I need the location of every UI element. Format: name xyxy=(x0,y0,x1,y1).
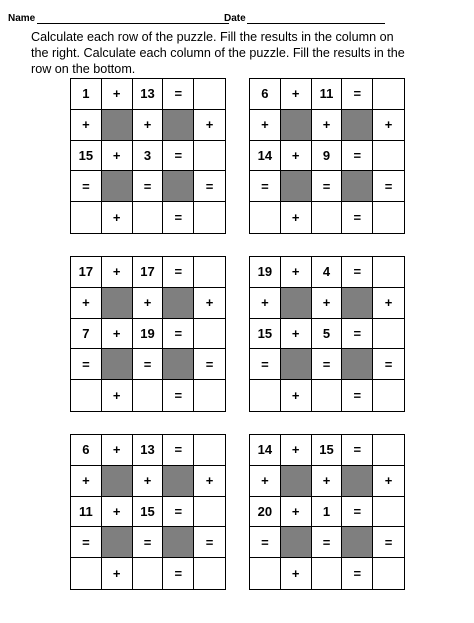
answer-input[interactable] xyxy=(71,558,101,589)
plus-sign: + xyxy=(281,497,312,528)
answer-cell[interactable] xyxy=(373,257,404,288)
equals-sign: = xyxy=(342,202,373,233)
plus-sign: + xyxy=(194,288,225,319)
date-label: Date xyxy=(224,13,246,24)
answer-cell[interactable] xyxy=(71,380,102,411)
shaded-cell xyxy=(342,288,373,319)
answer-input[interactable] xyxy=(373,257,404,287)
given-number: 14 xyxy=(250,141,281,172)
equals-sign: = xyxy=(342,558,373,589)
puzzle-5 xyxy=(70,434,226,590)
equals-sign: = xyxy=(133,527,164,558)
plus-sign: + xyxy=(102,558,133,589)
equals-sign: = xyxy=(133,349,164,380)
equals-sign: = xyxy=(342,380,373,411)
equals-sign: = xyxy=(373,171,404,202)
given-number: 4 xyxy=(312,257,343,288)
answer-input[interactable] xyxy=(312,558,342,589)
answer-cell[interactable] xyxy=(194,257,225,288)
plus-sign: + xyxy=(281,319,312,350)
plus-sign: + xyxy=(194,110,225,141)
shaded-cell xyxy=(163,110,194,141)
plus-sign: + xyxy=(102,79,133,110)
answer-cell[interactable] xyxy=(373,497,404,528)
plus-sign: + xyxy=(312,466,343,497)
given-number: 13 xyxy=(133,435,164,466)
plus-sign: + xyxy=(71,110,102,141)
answer-cell[interactable] xyxy=(312,380,343,411)
plus-sign: + xyxy=(102,319,133,350)
plus-sign: + xyxy=(281,380,312,411)
equals-sign: = xyxy=(71,527,102,558)
equals-sign: = xyxy=(163,558,194,589)
shaded-cell xyxy=(281,110,312,141)
equals-sign: = xyxy=(163,257,194,288)
shaded-cell xyxy=(102,349,133,380)
equals-sign: = xyxy=(342,497,373,528)
plus-sign: + xyxy=(373,288,404,319)
equals-sign: = xyxy=(342,257,373,288)
answer-input[interactable] xyxy=(250,202,280,233)
equals-sign: = xyxy=(163,319,194,350)
answer-cell[interactable] xyxy=(373,141,404,172)
shaded-cell xyxy=(342,171,373,202)
shaded-cell xyxy=(281,527,312,558)
shaded-cell xyxy=(163,527,194,558)
answer-input[interactable] xyxy=(373,435,404,465)
plus-sign: + xyxy=(373,110,404,141)
shaded-cell xyxy=(281,349,312,380)
answer-input[interactable] xyxy=(133,202,163,233)
name-label: Name xyxy=(8,13,36,24)
equals-sign: = xyxy=(133,171,164,202)
plus-sign: + xyxy=(71,466,102,497)
answer-cell[interactable] xyxy=(373,202,404,233)
given-number: 9 xyxy=(312,141,343,172)
equals-sign: = xyxy=(250,527,281,558)
answer-input[interactable] xyxy=(373,202,404,233)
answer-input[interactable] xyxy=(373,497,404,527)
answer-cell[interactable] xyxy=(312,558,343,589)
shaded-cell xyxy=(102,527,133,558)
answer-cell[interactable] xyxy=(71,558,102,589)
plus-sign: + xyxy=(102,141,133,172)
shaded-cell xyxy=(163,349,194,380)
equals-sign: = xyxy=(163,202,194,233)
answer-input[interactable] xyxy=(373,380,404,411)
equals-sign: = xyxy=(163,380,194,411)
date-field-line[interactable] xyxy=(247,23,385,24)
answer-cell[interactable] xyxy=(194,558,225,589)
given-number: 17 xyxy=(71,257,102,288)
answer-input[interactable] xyxy=(373,319,404,349)
equals-sign: = xyxy=(250,349,281,380)
given-number: 6 xyxy=(250,79,281,110)
shaded-cell xyxy=(163,288,194,319)
given-number: 3 xyxy=(133,141,164,172)
answer-input[interactable] xyxy=(373,141,404,171)
answer-input[interactable] xyxy=(250,380,280,411)
answer-input[interactable] xyxy=(312,202,342,233)
answer-input[interactable] xyxy=(194,435,225,465)
answer-cell[interactable] xyxy=(250,380,281,411)
given-number: 5 xyxy=(312,319,343,350)
answer-cell[interactable] xyxy=(194,435,225,466)
equals-sign: = xyxy=(163,79,194,110)
plus-sign: + xyxy=(102,435,133,466)
plus-sign: + xyxy=(373,466,404,497)
equals-sign: = xyxy=(163,141,194,172)
plus-sign: + xyxy=(250,288,281,319)
answer-cell[interactable] xyxy=(133,202,164,233)
answer-input[interactable] xyxy=(312,380,342,411)
plus-sign: + xyxy=(281,202,312,233)
shaded-cell xyxy=(281,171,312,202)
name-field-line[interactable] xyxy=(37,23,229,24)
answer-cell[interactable] xyxy=(373,319,404,350)
plus-sign: + xyxy=(102,380,133,411)
given-number: 15 xyxy=(312,435,343,466)
answer-input[interactable] xyxy=(194,257,225,287)
given-number: 13 xyxy=(133,79,164,110)
answer-cell[interactable] xyxy=(133,558,164,589)
plus-sign: + xyxy=(102,202,133,233)
equals-sign: = xyxy=(312,171,343,202)
equals-sign: = xyxy=(342,141,373,172)
answer-input[interactable] xyxy=(194,202,225,233)
instructions-line-3: row on the bottom. xyxy=(31,61,136,76)
answer-input[interactable] xyxy=(71,202,101,233)
shaded-cell xyxy=(102,466,133,497)
given-number: 6 xyxy=(71,435,102,466)
equals-sign: = xyxy=(194,527,225,558)
equals-sign: = xyxy=(71,349,102,380)
plus-sign: + xyxy=(312,110,343,141)
given-number: 11 xyxy=(312,79,343,110)
given-number: 14 xyxy=(250,435,281,466)
shaded-cell xyxy=(102,110,133,141)
answer-input[interactable] xyxy=(71,380,101,411)
answer-input[interactable] xyxy=(373,79,404,109)
equals-sign: = xyxy=(163,435,194,466)
answer-input[interactable] xyxy=(194,141,225,171)
shaded-cell xyxy=(281,288,312,319)
given-number: 15 xyxy=(133,497,164,528)
plus-sign: + xyxy=(102,497,133,528)
answer-cell[interactable] xyxy=(194,202,225,233)
answer-cell[interactable] xyxy=(133,380,164,411)
plus-sign: + xyxy=(312,288,343,319)
shaded-cell xyxy=(163,466,194,497)
equals-sign: = xyxy=(163,497,194,528)
instructions-line-1: Calculate each row of the puzzle. Fill the results in the column on xyxy=(31,30,394,44)
answer-cell[interactable] xyxy=(194,380,225,411)
answer-cell[interactable] xyxy=(373,435,404,466)
answer-cell[interactable] xyxy=(312,202,343,233)
plus-sign: + xyxy=(281,257,312,288)
answer-input[interactable] xyxy=(373,558,404,589)
plus-sign: + xyxy=(133,288,164,319)
equals-sign: = xyxy=(342,79,373,110)
plus-sign: + xyxy=(281,79,312,110)
shaded-cell xyxy=(342,110,373,141)
puzzle-3 xyxy=(70,256,226,412)
answer-cell[interactable] xyxy=(373,380,404,411)
instructions-line-2: the right. Calculate each column of the puzzle. Fill the results in the xyxy=(31,45,405,60)
puzzle-1 xyxy=(70,78,226,234)
instructions xyxy=(31,30,436,77)
puzzle-4 xyxy=(249,256,405,412)
answer-input[interactable] xyxy=(194,558,225,589)
answer-cell[interactable] xyxy=(373,558,404,589)
equals-sign: = xyxy=(194,349,225,380)
answer-cell[interactable] xyxy=(194,141,225,172)
given-number: 19 xyxy=(250,257,281,288)
puzzle-2 xyxy=(249,78,405,234)
shaded-cell xyxy=(102,171,133,202)
equals-sign: = xyxy=(312,349,343,380)
shaded-cell xyxy=(163,171,194,202)
plus-sign: + xyxy=(250,110,281,141)
equals-sign: = xyxy=(373,527,404,558)
plus-sign: + xyxy=(281,558,312,589)
header xyxy=(8,13,428,27)
answer-input[interactable] xyxy=(133,558,163,589)
puzzle-6 xyxy=(249,434,405,590)
equals-sign: = xyxy=(194,171,225,202)
plus-sign: + xyxy=(250,466,281,497)
answer-cell[interactable] xyxy=(71,202,102,233)
answer-cell[interactable] xyxy=(194,319,225,350)
equals-sign: = xyxy=(373,349,404,380)
answer-input[interactable] xyxy=(194,497,225,527)
equals-sign: = xyxy=(250,171,281,202)
plus-sign: + xyxy=(281,435,312,466)
shaded-cell xyxy=(342,466,373,497)
shaded-cell xyxy=(342,349,373,380)
equals-sign: = xyxy=(342,319,373,350)
shaded-cell xyxy=(342,527,373,558)
equals-sign: = xyxy=(71,171,102,202)
given-number: 7 xyxy=(71,319,102,350)
given-number: 17 xyxy=(133,257,164,288)
plus-sign: + xyxy=(133,110,164,141)
plus-sign: + xyxy=(281,141,312,172)
equals-sign: = xyxy=(342,435,373,466)
plus-sign: + xyxy=(71,288,102,319)
answer-input[interactable] xyxy=(194,79,225,109)
answer-cell[interactable] xyxy=(194,497,225,528)
answer-cell[interactable] xyxy=(373,79,404,110)
answer-cell[interactable] xyxy=(194,79,225,110)
answer-cell[interactable] xyxy=(250,558,281,589)
equals-sign: = xyxy=(312,527,343,558)
answer-input[interactable] xyxy=(194,319,225,349)
given-number: 11 xyxy=(71,497,102,528)
answer-input[interactable] xyxy=(194,380,225,411)
answer-cell[interactable] xyxy=(250,202,281,233)
given-number: 1 xyxy=(312,497,343,528)
shaded-cell xyxy=(281,466,312,497)
shaded-cell xyxy=(102,288,133,319)
answer-input[interactable] xyxy=(133,380,163,411)
given-number: 15 xyxy=(250,319,281,350)
given-number: 15 xyxy=(71,141,102,172)
given-number: 19 xyxy=(133,319,164,350)
given-number: 1 xyxy=(71,79,102,110)
plus-sign: + xyxy=(133,466,164,497)
plus-sign: + xyxy=(102,257,133,288)
answer-input[interactable] xyxy=(250,558,280,589)
given-number: 20 xyxy=(250,497,281,528)
plus-sign: + xyxy=(194,466,225,497)
